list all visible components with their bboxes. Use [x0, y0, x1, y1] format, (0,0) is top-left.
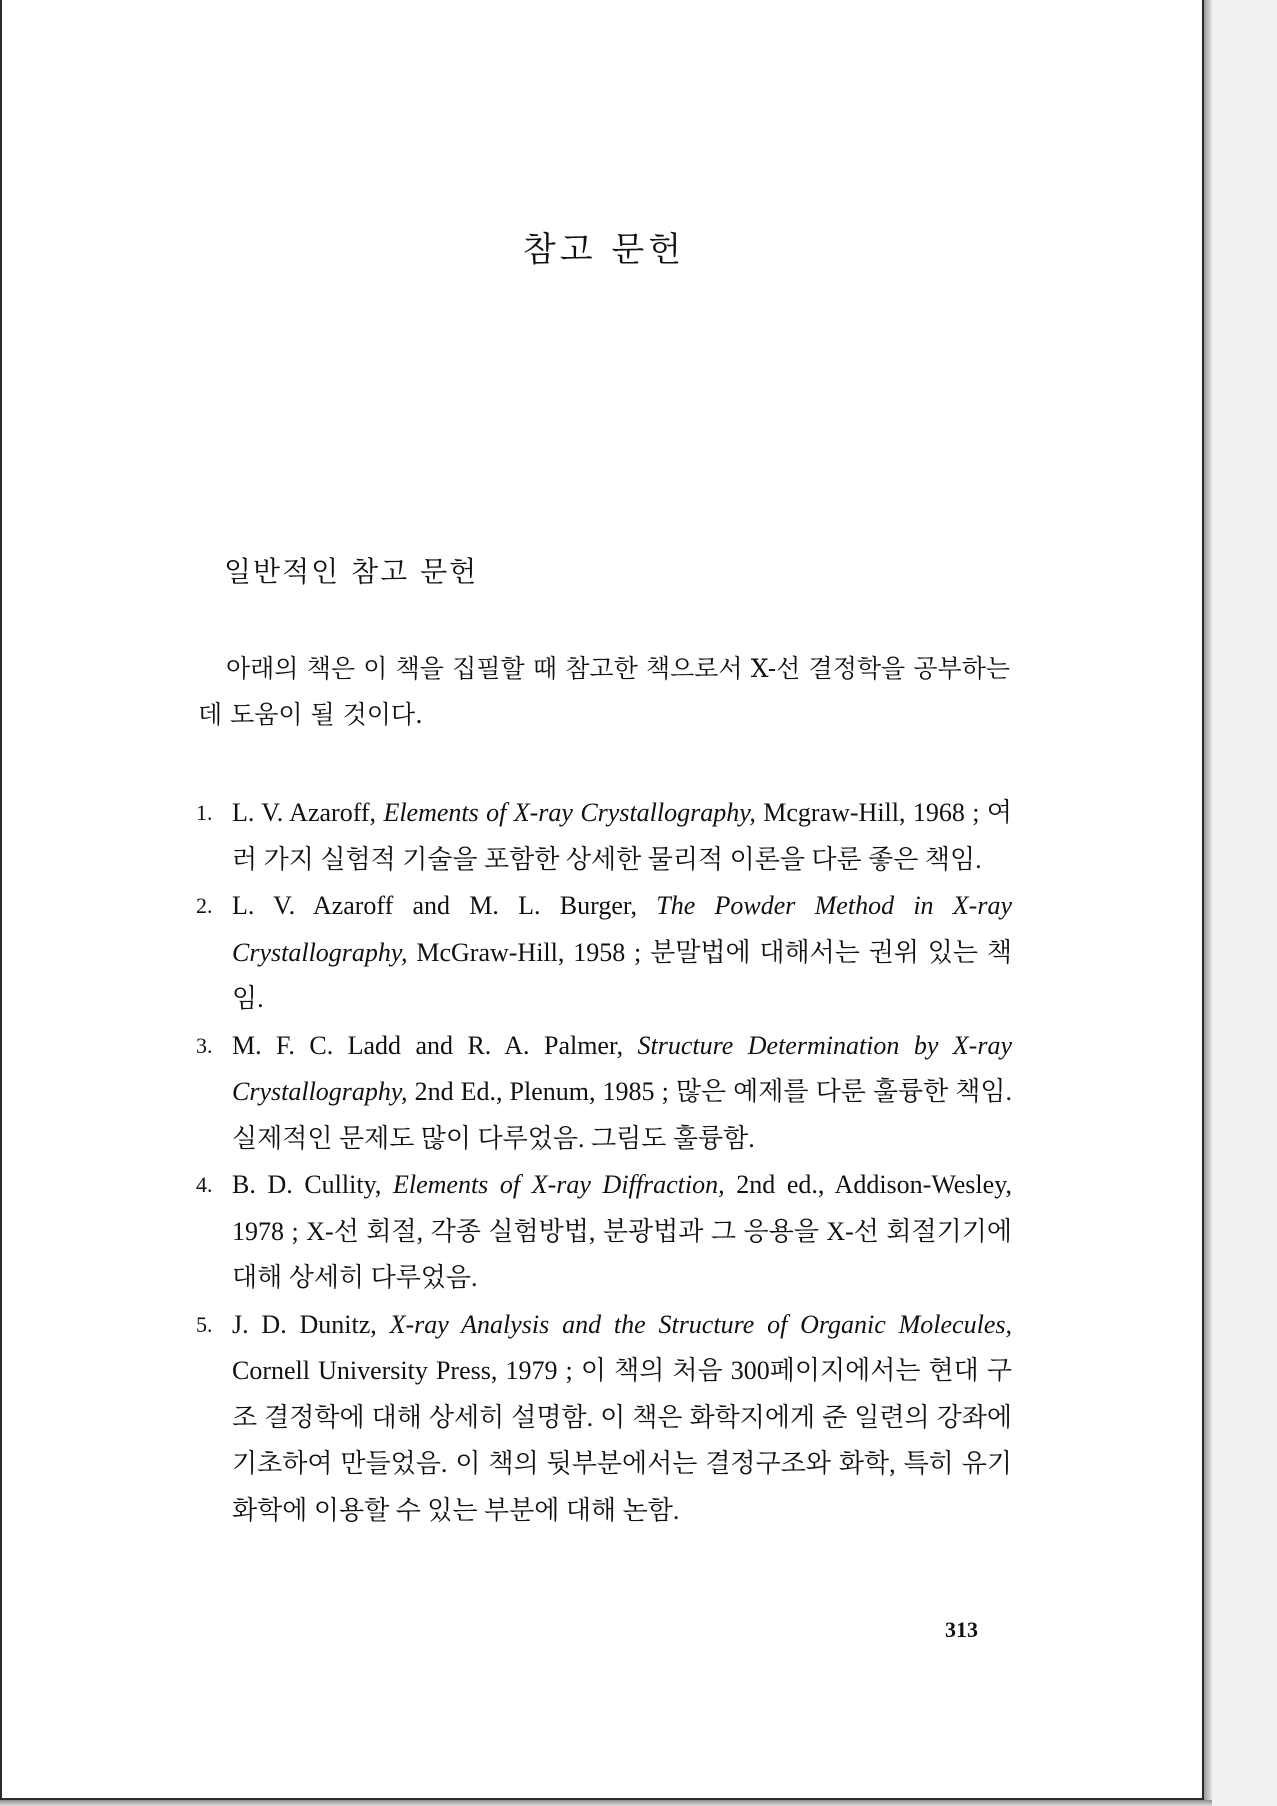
intro-paragraph: 아래의 책은 이 책을 집필할 때 참고한 책으로서 X-선 결정학을 공부하는 데 도움이 될 것이다. — [198, 654, 1010, 729]
reference-list — [196, 790, 1013, 1534]
section-heading: 일반적인 참고 문헌 — [224, 555, 479, 588]
reference-item-1 — [196, 790, 1012, 883]
reference-title: Structure Determination by X-ray Crystallography, — [232, 1030, 1013, 1106]
reference-number: 5. — [196, 1311, 213, 1337]
reference-title: Elements of X-ray Crystallography, — [383, 798, 756, 827]
reference-title: Elements of X-ray Diffraction, — [393, 1170, 725, 1199]
reference-details: 2nd ed., Addison-Wesley, 1978 ; X-선 회절, 각종 실험방법, 분광법과 그 응용을 X-선 회절기기에 대해 상세히 다루었음. — [232, 1170, 1013, 1292]
reference-number: 4. — [196, 1172, 213, 1197]
reference-number: 1. — [196, 800, 213, 825]
reference-item-3 — [196, 1023, 1013, 1163]
reference-item-2 — [196, 883, 1012, 1023]
reference-item-5 — [196, 1302, 1012, 1535]
reference-details: Mcgraw-Hill, 1968 ; 여러 가지 실험적 기술을 포함한 상세한 물리적 이론을 다룬 좋은 책임. — [232, 798, 1012, 874]
reference-number: 3. — [196, 1032, 213, 1058]
reference-authors: B. D. Cullity, — [232, 1170, 393, 1199]
reference-details: 2nd Ed., Plenum, 1985 ; 많은 예제를 다룬 훌륭한 책임. 실제적인 문제도 많이 다루었음. 그림도 훌륭함. — [232, 1077, 1012, 1153]
reference-details: McGraw-Hill, 1958 ; 분말법에 대해서는 권위 있는 책임. — [232, 937, 1012, 1013]
reference-authors: L. V. Azaroff, — [232, 798, 384, 827]
reference-number: 2. — [196, 893, 213, 918]
reference-title: X-ray Analysis and the Structure of Organic Molecules, — [389, 1309, 1012, 1339]
reference-item-4 — [196, 1162, 1013, 1302]
reference-authors: L. V. Azaroff and M. L. Burger, — [232, 891, 657, 920]
reference-authors: J. D. Dunitz, — [232, 1309, 390, 1339]
page-edge-shadow — [1204, 0, 1212, 1806]
reference-details: Cornell University Press, 1979 ; 이 책의 처음 300페이지에서는 현대 구조 결정학에 대해 상세히 설명함. 이 책은 화학지에게 준 일련의 강좌에 기초하여 만들었음. 이 책의 뒷부분에서는 결정구조와 화학, 특히 유기화학에 이용할 수 있는 부분에 대해 논함. — [232, 1356, 1012, 1525]
page-bottom-shadow — [0, 1800, 1212, 1806]
page-number: 313 — [945, 1617, 978, 1642]
page-title: 참고 문헌 — [522, 230, 686, 270]
reference-title: The Powder Method in X-ray Crystallography, — [232, 891, 1012, 967]
reference-authors: M. F. C. Ladd and R. A. Palmer, — [232, 1030, 638, 1060]
